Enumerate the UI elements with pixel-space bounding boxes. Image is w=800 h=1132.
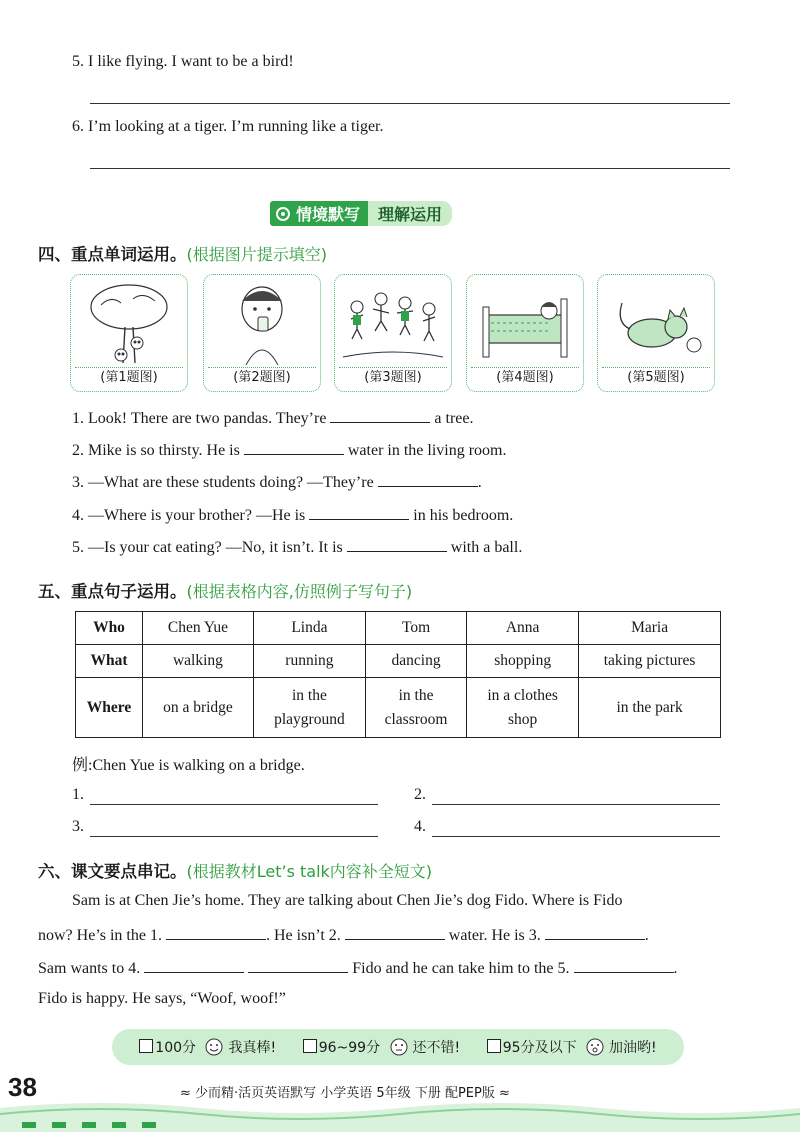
s4-item-4: 4. —Where is your brother? —He is in his bedroom. [72,507,514,524]
cheer-face-icon [585,1037,605,1057]
table-cell: in a clothes shop [467,678,579,738]
picture-caption-5: (第5题图) [602,367,710,388]
answer-label-1: 1. [72,786,84,803]
question-5: 5. I like flying. I want to be a bird! [72,53,294,70]
table-cell: taking pictures [579,645,721,678]
score-checkbox-1[interactable] [139,1039,153,1053]
picture-caption-1: (第1题图) [75,367,183,388]
example-sentence: 例:Chen Yue is walking on a bridge. [72,757,305,774]
blank-3[interactable] [378,472,478,487]
table-cell: in the park [579,678,721,738]
table-cell: on a bridge [143,678,254,738]
blank-2[interactable] [244,440,344,455]
table-cell: walking [143,645,254,678]
answer-label-4: 4. [414,818,426,835]
passage-line-1: Sam is at Chen Jie’s home. They are talking about Chen Jie’s dog Fido. Where is Fido [72,892,623,909]
table-row-who [76,612,721,645]
s4-item-2: 2. Mike is so thirsty. He is water in the living room. [72,442,507,459]
table-row-where [76,678,721,738]
table-header: Where [76,678,143,738]
content-face-icon [389,1037,409,1057]
s4-item-5: 5. —Is your cat eating? —No, it isn’t. It is with a ball. [72,539,523,556]
s4-item-1: 1. Look! There are two pandas. They’re a tree. [72,410,474,427]
score-checkbox-2[interactable] [303,1039,317,1053]
blank-4[interactable] [309,505,409,520]
passage-line-4: Fido is happy. He says, “Woof, woof!” [38,990,286,1007]
section5-heading: 五、重点句子运用。(根据表格内容,仿照例子写句子) [38,582,413,601]
table-cell: Linda [253,612,365,645]
answer-line-s5-4[interactable] [432,836,720,837]
answer-label-2: 2. [414,786,426,803]
answer-line-6[interactable] [90,168,730,169]
picture-5 [597,274,715,392]
passage-blank-5[interactable] [574,958,674,973]
picture-caption-4: (第4题图) [471,367,579,388]
s4-item-3: 3. —What are these students doing? —They’re . [72,474,482,491]
picture-caption-3: (第3题图) [339,367,447,388]
score-option-1: 100分 我真棒! [139,1037,276,1057]
answer-line-5[interactable] [90,103,730,104]
table-cell: in the classroom [365,678,466,738]
tree-pandas-icon [75,279,183,365]
table-header: Who [76,612,143,645]
passage-blank-3[interactable] [545,925,645,940]
table-cell: Chen Yue [143,612,254,645]
picture-1 [70,274,188,392]
info-table [75,611,721,738]
table-header: What [76,645,143,678]
picture-2 [203,274,321,392]
section6-heading: 六、课文要点串记。(根据教材Let’s talk内容补全短文) [38,862,433,881]
footer-text: ≈ 少而精·活页英语默写 小学英语 5年级 下册 配PEP版 ≈ [180,1086,510,1101]
passage-line-2: now? He’s in the 1. . He isn’t 2. water. He is 3. . [38,927,649,944]
score-option-2: 96~99分 还不错! [303,1037,460,1057]
answer-line-s5-1[interactable] [90,804,378,805]
table-cell: dancing [365,645,466,678]
answer-label-3: 3. [72,818,84,835]
passage-blank-4b[interactable] [248,958,348,973]
page-number: 38 [8,1072,37,1102]
bottom-wave-decoration [0,1090,800,1132]
smile-icon [204,1037,224,1057]
score-checkbox-3[interactable] [487,1039,501,1053]
picture-3 [334,274,452,392]
score-option-3: 95分及以下 加油哟! [487,1037,657,1057]
blank-5[interactable] [347,537,447,552]
table-cell: Tom [365,612,466,645]
banner-left: 情境默写 [270,201,368,226]
self-score-bar [112,1029,684,1065]
blank-1[interactable] [330,408,430,423]
table-cell: running [253,645,365,678]
table-cell: Maria [579,612,721,645]
table-cell: shopping [467,645,579,678]
students-dancing-icon [339,279,447,365]
cat-with-ball-icon [602,279,710,365]
table-cell: Anna [467,612,579,645]
question-6: 6. I’m looking at a tiger. I’m running like a tiger. [72,118,384,135]
picture-caption-2: (第2题图) [208,367,316,388]
boy-in-bed-icon [471,279,579,365]
table-cell: in the playground [253,678,365,738]
passage-blank-1[interactable] [166,925,266,940]
passage-line-3: Sam wants to 4. Fido and he can take him to the 5. . [38,960,678,977]
table-row-what [76,645,721,678]
passage-blank-2[interactable] [345,925,445,940]
section4-heading: 四、重点单词运用。(根据图片提示填空) [38,245,327,264]
section-banner [270,201,452,226]
picture-4 [466,274,584,392]
passage-blank-4a[interactable] [144,958,244,973]
medal-icon [276,207,290,221]
boy-drinking-icon [208,279,316,365]
answer-line-s5-3[interactable] [90,836,378,837]
banner-right: 理解运用 [368,201,452,226]
answer-line-s5-2[interactable] [432,804,720,805]
